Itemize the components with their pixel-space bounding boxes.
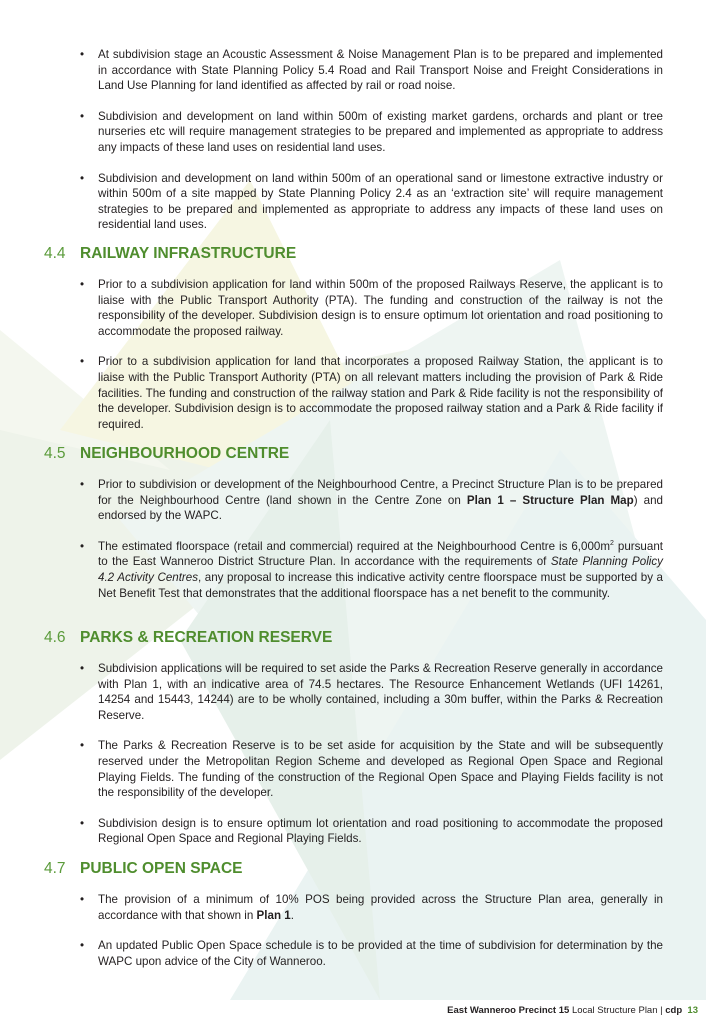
section-heading-4-6 <box>44 629 332 647</box>
bullet-icon: • <box>80 662 85 675</box>
bullet-icon: • <box>80 109 85 123</box>
bullet-icon: • <box>80 893 85 906</box>
bullet-item <box>80 171 663 233</box>
bullet-icon: • <box>80 278 85 291</box>
bullet-icon: • <box>80 939 85 953</box>
section-title: PUBLIC OPEN SPACE <box>80 860 243 877</box>
bullet-text: Subdivision and development on land within 500m of an operational sand or limestone extractive industry or within 500m of a site mapped by State Planning Policy 2.4 as an ‘extraction site’ will require management strategies to be prepared and implemented as appropriate to address any impacts of these land uses on residential land uses. <box>98 171 663 232</box>
bullet-item <box>80 938 663 969</box>
bullet-text: An updated Public Open Space schedule is to be provided at the time of subdivision for determination by the WAPC upon advice of the City of Wanneroo. <box>98 939 663 968</box>
section-number: 4.5 <box>44 445 66 462</box>
bullet-icon: • <box>80 816 85 830</box>
bullet-text: Prior to a subdivision application for land that incorporates a proposed Railway Station, the applicant is to liaise with the Public Transport Authority (PTA) on all relevant matters including the provision of Park & Ride facilities. The funding and construction of the railway station and Park & Ride facility is not the responsibility of the developer. Subdivision design is to accommodate the proposed railway station and a Park & Ride facility if required. <box>98 355 663 431</box>
bullet-text: , any proposal to increase this indicative activity centre floorspace must be supported by a Net Benefit Test that demonstrates that the additional floorspace has a net benefit to the community. <box>98 570 663 600</box>
section-heading-4-5 <box>44 445 289 463</box>
section-4-7-bullets <box>80 892 663 969</box>
bullet-item <box>80 277 663 339</box>
bullet-icon: • <box>80 539 85 553</box>
italic-text: State Planning Policy 4.2 Activity Centres <box>98 555 663 584</box>
page-number: 13 <box>687 1005 698 1016</box>
section-number: 4.6 <box>44 629 66 646</box>
bold-text: Plan 1 <box>256 908 291 922</box>
bullet-item <box>80 539 663 601</box>
footer-document-title: East Wanneroo Precinct 15 <box>447 1005 570 1016</box>
page-footer <box>447 1005 698 1016</box>
section-heading-4-7 <box>44 860 243 878</box>
bullet-icon: • <box>80 478 85 491</box>
bullet-text: . <box>290 908 294 922</box>
bullet-text: ) and endorsed by the WAPC. <box>98 493 663 523</box>
section-title: RAILWAY INFRASTRUCTURE <box>80 245 297 262</box>
bullet-text: Prior to subdivision or development of the Neighbourhood Centre, a Precinct Structure Plan is to be prepared for the Neighbourhood Centre (land shown in the Centre Zone on <box>98 478 663 507</box>
intro-bullet-list <box>80 47 663 233</box>
bullet-text: Subdivision and development on land within 500m of existing market gardens, orchards and plant or tree nurseries etc will require management strategies to be prepared and implemented as appropriate to address any impacts of these land uses on residential land uses. <box>98 109 663 154</box>
bullet-text: The estimated floorspace (retail and commercial) required at the Neighbourhood Centre is 6,000m <box>98 539 611 553</box>
bold-text: Plan 1 – Structure Plan Map <box>466 493 634 507</box>
section-number: 4.4 <box>44 245 66 262</box>
bullet-text: The Parks & Recreation Reserve is to be set aside for acquisition by the State and will be subsequently reserved under the Metropolitan Region Scheme and developed as Regional Open Space and Regional Playing Fields. The funding of the construction of the Regional Open Space and Playing Fields facility is not the responsibility of the developer. <box>98 739 663 800</box>
bullet-icon: • <box>80 739 85 753</box>
bullet-item <box>80 47 663 94</box>
bullet-text: Subdivision applications will be required to set aside the Parks & Recreation Reserve generally in accordance with Plan 1, with an indicative area of 74.5 hectares. The Resource Enhancement Wetlands (UFI 14261, 14254 and 15443, 14244) are to be wholly contained, including a 30m buffer, within the Parks & Recreation Reserve. <box>98 662 663 722</box>
footer-subtitle: Local Structure Plan | <box>569 1005 666 1016</box>
bullet-text: Subdivision design is to ensure optimum lot orientation and road positioning to accommodate the proposed Regional Open Space and Regional Playing Fields. <box>98 816 663 846</box>
bullet-text: The provision of a minimum of 10% POS being provided across the Structure Plan area, generally in accordance with that shown in <box>98 893 663 922</box>
bullet-item <box>80 892 663 923</box>
footer-org: cdp <box>665 1005 683 1016</box>
bullet-text: At subdivision stage an Acoustic Assessment & Noise Management Plan is to be prepared and implemented in accordance with State Planning Policy 5.4 Road and Rail Transport Noise and Freight Considerations in Land Use Planning for land identified as affected by rail or road noise. <box>98 48 663 93</box>
bullet-item <box>80 816 663 847</box>
section-title: NEIGHBOURHOOD CENTRE <box>80 445 290 462</box>
bullet-item <box>80 661 663 723</box>
section-4-6-bullets <box>80 661 663 847</box>
bullet-item <box>80 738 663 800</box>
section-4-5-bullets <box>80 477 663 601</box>
section-heading-4-4 <box>44 245 296 263</box>
bullet-icon: • <box>80 355 85 369</box>
bullet-text: pursuant to the East Wanneroo District Structure Plan. In accordance with the requirements of <box>98 539 663 569</box>
bullet-icon: • <box>80 171 85 185</box>
section-4-4-bullets <box>80 277 663 432</box>
bullet-item <box>80 477 663 524</box>
bullet-item <box>80 354 663 432</box>
bullet-item <box>80 109 663 156</box>
superscript-text: 2 <box>610 539 614 547</box>
section-number: 4.7 <box>44 860 66 877</box>
bullet-icon: • <box>80 48 85 61</box>
section-title: PARKS & RECREATION RESERVE <box>80 629 333 646</box>
bullet-text: Prior to a subdivision application for land within 500m of the proposed Railways Reserve, the applicant is to liaise with the Public Transport Authority (PTA). The funding and construction of the railway is not the responsibility of the developer. Subdivision design is to ensure optimum lot orientation and road positioning to accommodate the proposed railway. <box>98 278 663 338</box>
